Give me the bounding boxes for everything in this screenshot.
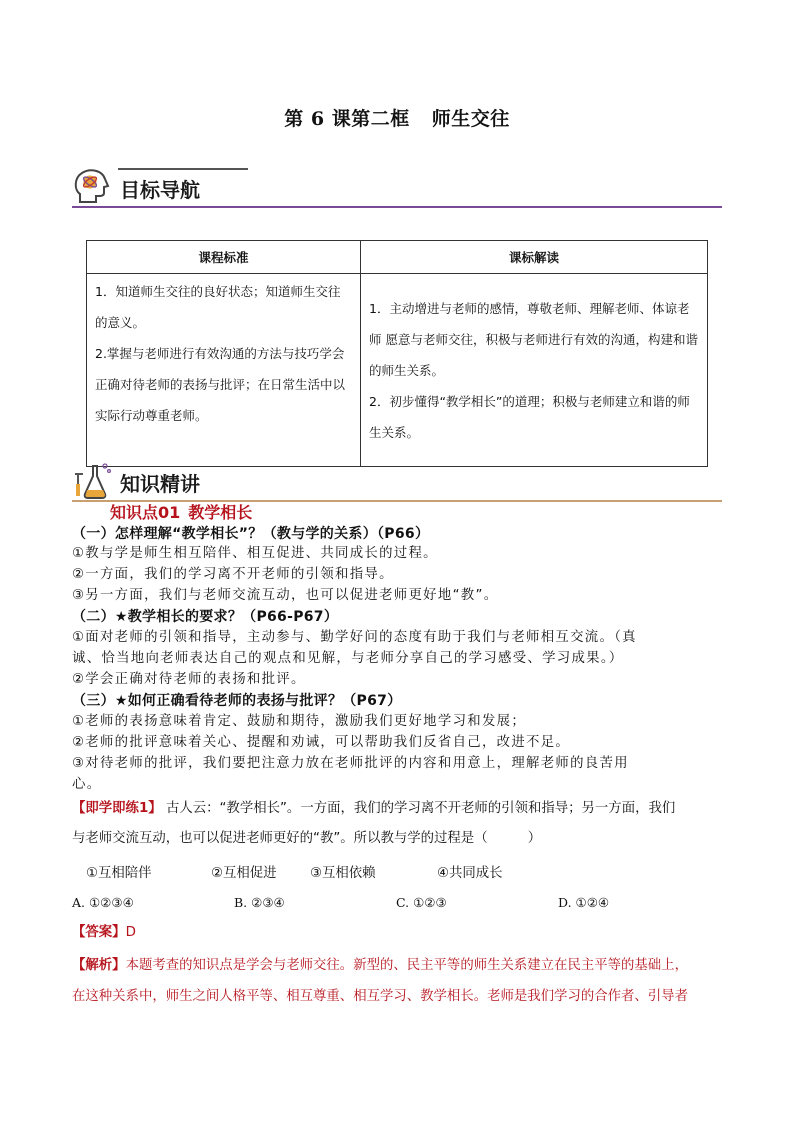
point-line: ③另一方面，我们与老师交流互动，也可以促进老师更好地“教”。 [72,588,499,603]
exercise-stem-text: 古人云：“教学相长”。一方面，我们的学习离不开老师的引领和指导；另一方面，我们 [165,801,676,816]
choice-a: A. ①②③④ [72,895,134,910]
option-3: ③互相依赖 [310,866,376,881]
choice-d: D. ①②④ [558,895,610,910]
exercise-stem-line-1 [72,794,724,824]
section-heading-goals [72,168,722,208]
standard-item: 1．知道师生交往的良好状态；知道师生交往的意义。 [95,284,341,330]
point-line: ①教与学是师生相互陪伴、相互促进、共同成长的过程。 [72,546,438,561]
curriculum-standards-table [86,240,708,467]
table-header-interpretation: 课标解读 [361,241,708,274]
knowledge-point-name: 教学相长 [188,503,253,522]
standard-item: 2.掌握与老师进行有效沟通的方法与技巧学会正确对待老师的表扬与批评；在日常生活中以实际行动尊重老师。 [95,346,346,423]
brain-head-icon [72,166,112,206]
subheading-3: （三）★如何正确看待老师的表扬与批评？（P67） [72,693,402,709]
knowledge-point-title [110,500,252,523]
point-line: 心。 [72,777,102,792]
point-line: ①老师的表扬意味着肯定、鼓励和期待，激励我们更好地学习和发展； [72,714,527,729]
interpretation-item: 2．初步懂得“教学相长”的道理；积极与老师建立和谐的师生关系。 [369,393,690,440]
option-1: ①互相陪伴 [86,866,152,881]
section-title-knowledge: 知识精讲 [120,472,200,496]
option-4: ④共同成长 [437,866,503,881]
page-title-lesson: 第 6 课第二框 [284,108,410,130]
analysis-line-2: 在这种关系中，师生之间人格平等、相互尊重、相互学习、教学相长。老师是我们学习的合作者、引导者 [72,989,688,1004]
standards-cell [87,274,361,467]
exercise-stem-line-2: 与老师交流互动，也可以促进老师更好的“教”。所以教与学的过程是（ ） [72,831,542,846]
knowledge-point-number: 知识点01 [110,503,181,522]
point-line: 诚、恰当地向老师表达自己的观点和见解，与老师分享自己的学习感受、学习成果。） [72,651,624,666]
table-header-standards: 课程标准 [87,241,361,274]
flask-icon [72,460,112,500]
option-2: ②互相促进 [211,866,277,881]
choice-b: B. ②③④ [234,895,285,910]
answer-tag: 【答案】 [72,925,126,940]
point-line: ②一方面，我们的学习离不开老师的引领和指导。 [72,567,394,582]
choice-c: C. ①②③ [396,895,447,910]
subheading-1: （一）怎样理解“教学相长”？（教与学的关系）（P66） [72,526,430,542]
answer-value: D [125,925,136,940]
section-title-goals: 目标导航 [120,178,200,202]
analysis-text: 本题考查的知识点是学会与老师交往。新型的、民主平等的师生关系建立在民主平等的基础上， [125,958,688,973]
heading-decor-line [118,168,248,170]
point-line: ②学会正确对待老师的表扬和批评。 [72,672,306,687]
subheading-2: （二）★教学相长的要求？（P66-P67） [72,609,339,625]
analysis-tag: 【解析】 [72,958,126,973]
interpretation-cell [361,274,708,467]
section-heading-knowledge [72,462,722,502]
page-title [0,104,794,131]
page-title-topic: 师生交往 [431,108,510,130]
point-line: ③对待老师的批评，我们要把注意力放在老师批评的内容和用意上，理解老师的良苦用 [72,756,629,771]
answer-line [72,918,724,948]
exercise-tag: 【即学即练1】 [72,801,162,816]
analysis-line-1 [72,951,724,981]
point-line: ①面对老师的引领和指导，主动参与、勤学好问的态度有助于我们与老师相互交流。（真 [72,630,637,645]
point-line: ②老师的批评意味着关心、提醒和劝诫，可以帮助我们反省自己，改进不足。 [72,735,571,750]
section-underline [72,206,722,208]
interpretation-item: 1．主动增进与老师的感情，尊敬老师、理解老师、体谅老师 愿意与老师交往，积极与老师进行有效的沟通，构建和谐的师生关系。 [369,300,698,378]
